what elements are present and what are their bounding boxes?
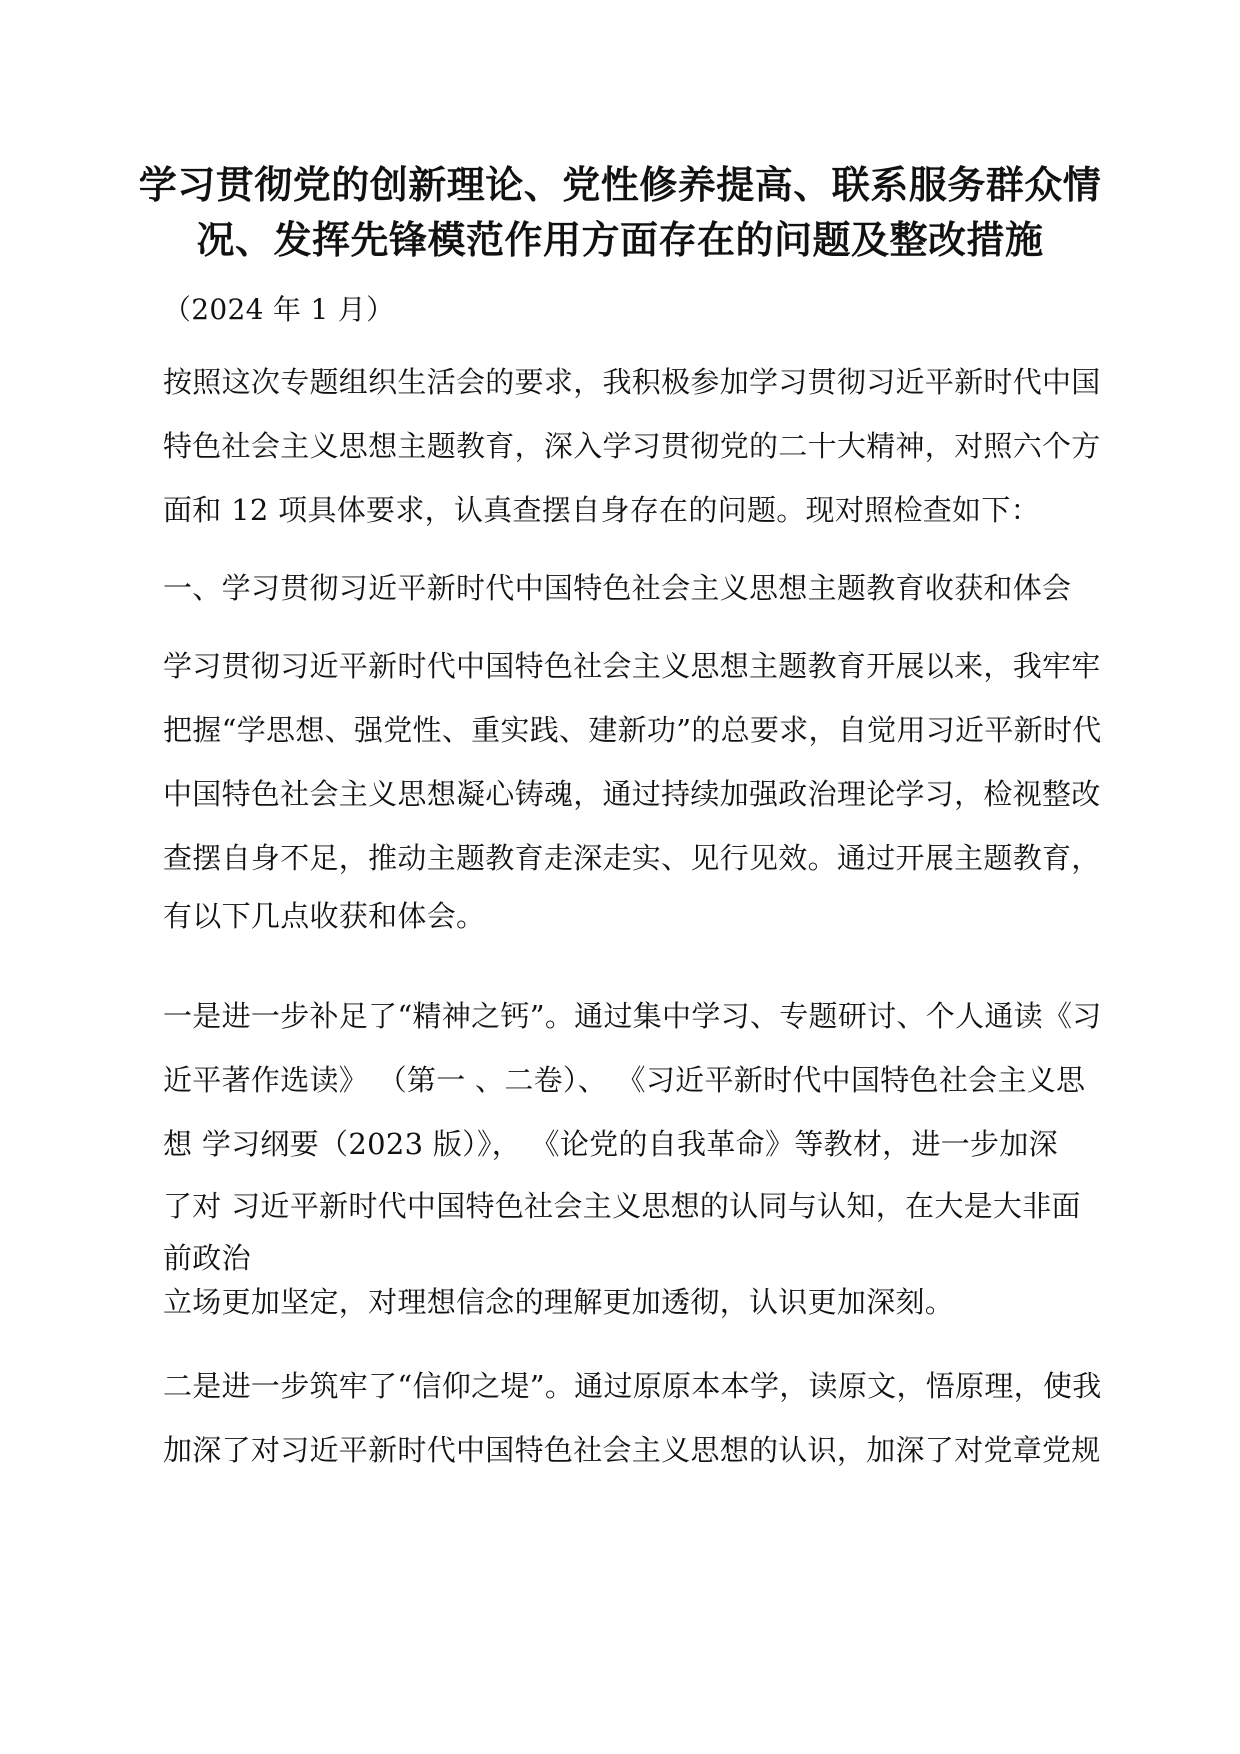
para3-line-6: 立场更加坚定，对理想信念的理解更加透彻，认识更加深刻。 [163, 1285, 955, 1319]
document-title-line-1: 学习贯彻党的创新理论、党性修养提高、联系服务群众情 [138, 163, 1102, 207]
document-date: （2024 年 1 月） [163, 293, 395, 326]
section-heading-1: 一、学习贯彻习近平新时代中国特色社会主义思想主题教育收获和体会 [163, 571, 1072, 605]
document-title-line-2: 况、发挥先锋模范作用方面存在的问题及整改措施 [196, 218, 1044, 262]
para3-line-4: 了对 习近平新时代中国特色社会主义思想的认同与认知，在大是大非面 [163, 1189, 1081, 1223]
para3-line-5: 前政治 [163, 1241, 251, 1275]
para4-line-2: 加深了对习近平新时代中国特色社会主义思想的认识，加深了对党章党规 [163, 1433, 1101, 1467]
para3-line-1: 一是进一步补足了“精神之钙”。通过集中学习、专题研讨、个人通读《习 [163, 999, 1102, 1033]
para4-line-1: 二是进一步筑牢了“信仰之堤”。通过原原本本学，读原文，悟原理，使我 [163, 1369, 1102, 1403]
para3-line-3: 想 学习纲要（2023 版）》， 《论党的自我革命》等教材，进一步加深 [163, 1127, 1058, 1161]
para2-line-4: 查摆自身不足，推动主题教育走深走实、见行见效。通过开展主题教育， [163, 841, 1101, 875]
para3-line-2: 近平著作选读》 （第一 、二卷）、 《习近平新时代中国特色社会主义思 [163, 1063, 1086, 1097]
intro-line-2: 特色社会主义思想主题教育，深入学习贯彻党的二十大精神，对照六个方 [163, 429, 1101, 463]
para2-line-3: 中国特色社会主义思想凝心铸魂，通过持续加强政治理论学习，检视整改 [163, 777, 1101, 811]
intro-line-1: 按照这次专题组织生活会的要求，我积极参加学习贯彻习近平新时代中国 [163, 365, 1101, 399]
intro-line-3: 面和 12 项具体要求，认真查摆自身存在的问题。现对照检查如下： [163, 493, 1040, 527]
para2-line-2: 把握“学思想、强党性、重实践、建新功”的总要求，自觉用习近平新时代 [163, 713, 1102, 747]
para2-line-1: 学习贯彻习近平新时代中国特色社会主义思想主题教育开展以来，我牢牢 [163, 649, 1101, 683]
para2-line-5: 有以下几点收获和体会。 [163, 899, 486, 933]
